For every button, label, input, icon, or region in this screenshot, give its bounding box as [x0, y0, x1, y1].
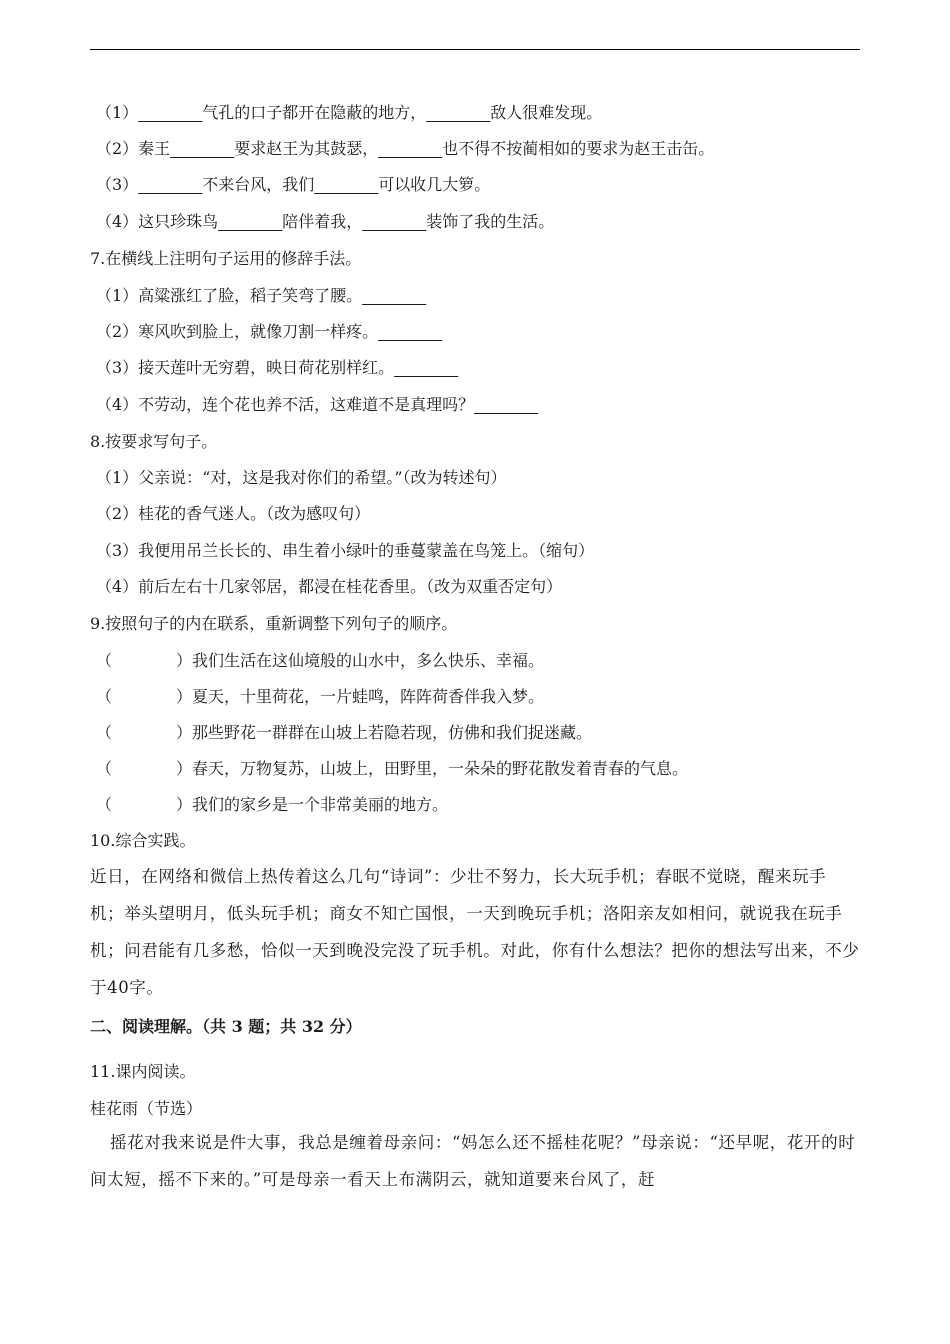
fill-blank[interactable]: ________ — [362, 212, 427, 231]
q9-item-3: （ ）那些野花一群群在山坡上若隐若现，仿佛和我们捉迷藏。 — [96, 723, 593, 742]
fill-blank[interactable]: ________ — [362, 286, 427, 305]
passage-title: 桂花雨（节选） — [90, 1099, 203, 1118]
q9-item-1: （ ）我们生活在这仙境般的山水中，多么快乐、幸福。 — [96, 651, 545, 670]
q9-item-5: （ ）我们的家乡是一个非常美丽的地方。 — [96, 795, 449, 814]
fill-blank[interactable]: ________ — [426, 103, 491, 122]
q8-title: 8.按要求写句子。 — [90, 432, 218, 451]
fill-blank[interactable]: ________ — [314, 175, 379, 194]
fill-blank[interactable]: ________ — [218, 212, 283, 231]
q7-item-1: （1）高粱涨红了脸，稻子笑弯了腰。________ — [96, 286, 427, 305]
q10-body: 近日，在网络和微信上热传着这么几句“诗词”：少壮不努力，长大玩手机；春眠不觉晓，醒来玩手机；举头望明月，低头玩手机；商女不知亡国恨，一天到晚玩手机；洛阳亲友如相问，就说我在玩手机；问君能有几多愁，恰似一天到晚没完没了玩手机。对此，你有什么想法？把你的想法写出来，不少于40字。 — [90, 867, 860, 997]
q9-title: 9.按照句子的内在联系，重新调整下列句子的顺序。 — [90, 614, 458, 633]
q7-item-3: （3）接天莲叶无穷碧，映日荷花别样红。________ — [96, 358, 459, 377]
q8-item-4: （4）前后左右十几家邻居，都浸在桂花香里。（改为双重否定句） — [96, 577, 563, 596]
q8-item-2: （2）桂花的香气迷人。（改为感叹句） — [96, 504, 371, 523]
q7-item-2: （2）寒风吹到脸上，就像刀割一样疼。________ — [96, 322, 443, 341]
q7-item-4: （4）不劳动，连个花也养不活，这难道不是真理吗？________ — [96, 395, 539, 414]
q10-title: 10.综合实践。 — [90, 831, 196, 850]
fill-blank[interactable]: ________ — [474, 395, 539, 414]
section-heading: 二、阅读理解。（共 3 题；共 32 分） — [90, 1017, 362, 1036]
fill-blank[interactable]: ________ — [138, 175, 203, 194]
q9-item-2: （ ）夏天，十里荷花，一片蛙鸣，阵阵荷香伴我入梦。 — [96, 687, 545, 706]
q9-item-4: （ ）春天，万物复苏，山坡上，田野里，一朵朵的野花散发着青春的气息。 — [96, 759, 689, 778]
fill-blank[interactable]: ________ — [138, 103, 203, 122]
fill-blank[interactable]: ________ — [170, 139, 235, 158]
q7-title: 7.在横线上注明句子运用的修辞手法。 — [90, 249, 362, 268]
q8-item-1: （1）父亲说：“对，这是我对你们的希望。”（改为转述句） — [96, 468, 507, 487]
fill-blank[interactable]: ________ — [378, 139, 443, 158]
q6-item-2: （2）秦王________要求赵王为其鼓瑟，________也不得不按蔺相如的要求为赵王击缶。 — [96, 139, 715, 158]
q6-item-3: （3）________不来台风，我们________可以收几大箩。 — [96, 175, 491, 194]
fill-blank[interactable]: ________ — [378, 322, 443, 341]
order-open-bracket: （ — [96, 651, 113, 670]
fill-blank[interactable]: ________ — [394, 358, 459, 377]
header-rule — [90, 49, 860, 50]
q6-item-1: （1）________气孔的口子都开在隐蔽的地方，________敌人很难发现。 — [96, 103, 603, 122]
passage-body: 摇花对我来说是件大事，我总是缠着母亲问：“妈怎么还不摇桂花呢？”母亲说：“还早呢，花开的时间太短，摇不下来的。”可是母亲一看天上布满阴云，就知道要来台风了，赶 — [90, 1133, 856, 1189]
q11-title: 11.课内阅读。 — [90, 1062, 196, 1081]
q6-item-4: （4）这只珍珠鸟________陪伴着我，________装饰了我的生活。 — [96, 212, 555, 231]
q8-item-3: （3）我便用吊兰长长的、串生着小绿叶的垂蔓蒙盖在鸟笼上。（缩句） — [96, 541, 595, 560]
